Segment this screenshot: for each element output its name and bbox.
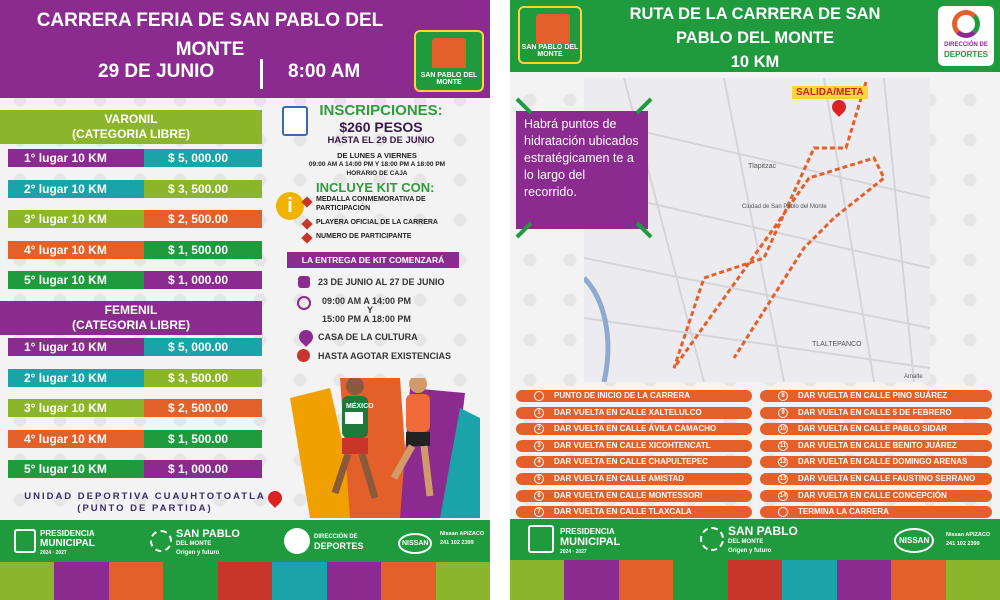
deportes-label: DEPORTES <box>314 541 364 551</box>
route-step-number: 7 <box>534 507 544 517</box>
race-info-poster <box>0 0 490 600</box>
tile <box>619 560 673 600</box>
runners-illustration <box>290 378 480 518</box>
route-step-number: 13 <box>779 476 787 482</box>
tile <box>381 562 435 600</box>
route-step-text: DAR VUELTA EN CALLE CONCEPCIÓN <box>798 490 947 500</box>
varonil-prize-row <box>8 180 262 198</box>
route-poster <box>510 0 1000 600</box>
varonil-prize-row <box>8 241 262 259</box>
route-title-line-2: PABLO DEL MONTE <box>676 29 834 47</box>
route-step <box>760 456 992 468</box>
tile <box>837 560 891 600</box>
entrega-stock: HASTA AGOTAR EXISTENCIAS <box>318 351 452 361</box>
race-bib <box>345 412 363 424</box>
prize-amount: $ 1, 000.00 <box>144 460 262 478</box>
femenil-prize-row <box>8 338 262 356</box>
apizaco-label: Nissan APIZACO <box>440 531 485 537</box>
route-step-number: 3 <box>534 441 544 451</box>
prize-amount: $ 5, 000.00 <box>144 338 262 356</box>
entrega-hours-1: 09:00 AM A 14:00 PM <box>322 296 412 306</box>
route-step-text: TERMINA LA CARRERA <box>798 507 889 517</box>
feria-logo: SAN PABLO DEL MONTE <box>414 30 484 92</box>
varonil-prize-row <box>8 149 262 167</box>
route-step-number: 8 <box>778 391 788 401</box>
presidencia-logo <box>40 529 95 558</box>
municipal-label: MUNICIPAL <box>40 538 95 549</box>
kit-item-number: NUMERO DE PARTICIPANTE <box>316 233 412 240</box>
route-step-text: PUNTO DE INICIO DE LA CARRERA <box>554 391 691 400</box>
prize-place: 4° lugar 10 KM <box>8 430 144 448</box>
prize-place: 5° lugar 10 KM <box>8 271 144 289</box>
entrega-dates: 23 DE JUNIO AL 27 DE JUNIO <box>318 277 445 287</box>
route-step-text: DAR VUELTA EN CALLE BENITO JUÁREZ <box>798 440 957 450</box>
route-step-text: DAR VUELTA EN CALLE PINO SUÁREZ <box>798 391 948 400</box>
route-step <box>516 407 752 419</box>
tile <box>109 562 163 600</box>
prize-place: 2° lugar 10 KM <box>8 369 144 387</box>
kit-item-participation: PARTICIPACIÓN <box>316 205 371 212</box>
femenil-prize-row <box>8 369 262 387</box>
route-step-number <box>778 507 788 517</box>
route-step-text: DAR VUELTA EN CALLE CHAPULTEPEC <box>554 457 708 467</box>
route-step-text: DAR VUELTA EN CALLE XALTELULCO <box>554 407 702 417</box>
municipal-label: MUNICIPAL <box>560 536 621 548</box>
route-step-text: DAR VUELTA EN CALLE AMISTAD <box>554 474 685 483</box>
nissan-logo: NISSAN <box>894 528 934 553</box>
route-step <box>516 440 752 452</box>
route-step <box>516 473 752 485</box>
prize-place: 4° lugar 10 KM <box>8 241 144 259</box>
runner-female-shorts <box>406 432 430 446</box>
tile <box>728 560 782 600</box>
route-distance: 10 KM <box>730 53 780 71</box>
presidencia-logo-icon <box>14 529 36 553</box>
tile <box>218 562 272 600</box>
femenil-prize-row <box>8 430 262 448</box>
varonil-header <box>0 110 262 144</box>
entrega-y: Y <box>367 305 374 315</box>
varonil-subtitle: (CATEGORIA LIBRE) <box>72 127 190 141</box>
femenil-title: FEMENIL <box>104 303 158 317</box>
race-date: 29 DE JUNIO <box>98 61 215 82</box>
deportes-emblem-icon <box>952 10 980 38</box>
origen-label: Origen y futuro <box>728 548 772 554</box>
prize-place: 1° lugar 10 KM <box>8 149 144 167</box>
inscripciones-hours: 09:00 AM A 14:00 PM Y 18:00 PM A 18:00 PM <box>308 161 446 168</box>
map-label-ciudad: Ciudad de San Pablo del Monte <box>742 204 827 210</box>
route-step-text: DAR VUELTA EN CALLE PABLO SIDAR <box>798 424 948 434</box>
route-title-line-1: RUTA DE LA CARRERA DE SAN <box>629 5 881 23</box>
route-step-text: DAR VUELTA EN CALLE ÁVILA CAMACHO <box>554 424 717 434</box>
clock-icon <box>297 296 311 310</box>
inscripciones-block <box>310 102 452 146</box>
deportes-direccion-label: DIRECCIÓN DE <box>944 42 988 48</box>
san-pablo-label: SAN PABLO <box>728 524 798 538</box>
entrega-hours-2: 15:00 PM A 18:00 PM <box>322 314 411 324</box>
origen-label: Origen y futuro <box>176 550 220 556</box>
prize-amount: $ 5, 000.00 <box>144 149 262 167</box>
prize-place: 5° lugar 10 KM <box>8 460 144 478</box>
tile <box>0 562 54 600</box>
route-step <box>760 473 992 485</box>
tile <box>54 562 108 600</box>
tile <box>327 562 381 600</box>
route-step-number: 12 <box>779 459 787 466</box>
stock-icon <box>297 349 310 362</box>
route-step <box>516 506 752 518</box>
inscripciones-horario: HORARIO DE CAJA <box>346 170 408 177</box>
prize-amount: $ 2, 500.00 <box>144 399 262 417</box>
route-step-number <box>534 391 544 401</box>
entrega-banner: LA ENTREGA DE KIT COMENZARÁ <box>287 252 459 268</box>
hydration-note: Habrá puntos de hidratación ubicados estratégicamen te a lo largo del recorrido. <box>516 111 648 229</box>
del-monte-label: DEL MONTE <box>176 541 212 547</box>
presidencia-years: 2024 · 2027 <box>560 549 587 555</box>
tile <box>272 562 326 600</box>
prize-place: 3° lugar 10 KM <box>8 210 144 228</box>
tile <box>946 560 1000 600</box>
apizaco-phone: 241 102 2399 <box>946 541 980 547</box>
route-step-number: 10 <box>779 426 787 433</box>
decorative-tiles <box>510 560 1000 600</box>
route-step <box>760 490 992 502</box>
tile <box>510 560 564 600</box>
varonil-prize-row <box>8 271 262 289</box>
tile <box>436 562 490 600</box>
sponsor-footer <box>510 519 1000 560</box>
presidencia-logo <box>560 527 620 557</box>
femenil-header <box>0 301 262 335</box>
presidencia-logo-icon <box>528 525 554 553</box>
san-pablo-emblem-icon <box>150 530 172 552</box>
prize-amount: $ 1, 500.00 <box>144 241 262 259</box>
nissan-logo: NISSAN <box>398 533 432 554</box>
varonil-prize-row <box>8 210 262 228</box>
apizaco-logo <box>946 531 990 549</box>
femenil-prize-row <box>8 460 262 478</box>
decorative-tiles <box>0 562 490 600</box>
unidad-subtitle: (PUNTO DE PARTIDA) <box>77 503 213 514</box>
route-header <box>510 0 1000 72</box>
prize-amount: $ 3, 500.00 <box>144 369 262 387</box>
route-step <box>760 423 992 435</box>
route-step-number: 1 <box>534 408 544 418</box>
tile <box>782 560 836 600</box>
prize-amount: $ 2, 500.00 <box>144 210 262 228</box>
inscripciones-days: DE LUNES A VIERNES <box>337 151 417 160</box>
kit-item-shirt: PLAYERA OFICIAL DE LA CARRERA <box>316 219 438 226</box>
map-label-tlaltepanco: TLALTEPANCO <box>812 341 862 348</box>
route-step <box>760 506 992 518</box>
route-step-text: DAR VUELTA EN CALLE FAUSTINO SERRANO <box>798 474 976 483</box>
prize-amount: $ 3, 500.00 <box>144 180 262 198</box>
clipboard-icon <box>282 106 308 136</box>
route-step <box>760 390 992 402</box>
header-divider <box>260 59 263 89</box>
unidad-name: UNIDAD DEPORTIVA CUAUHTOTOATLA <box>24 491 266 502</box>
presidencia-years: 2024 · 2027 <box>40 550 67 556</box>
route-step-text: DAR VUELTA EN CALLE 5 DE FEBRERO <box>798 407 952 417</box>
san-pablo-logo <box>728 525 798 556</box>
presidencia-label: PRESIDENCIA <box>40 529 95 538</box>
deportes-logo <box>314 533 364 551</box>
route-step-number: 6 <box>534 491 544 501</box>
unidad-deportiva <box>10 491 280 515</box>
route-step <box>516 456 752 468</box>
route-step-number: 11 <box>779 442 787 449</box>
tile <box>564 560 618 600</box>
route-step-number: 14 <box>779 492 787 499</box>
entrega-place: CASA DE LA CULTURA <box>318 332 418 342</box>
route-step <box>760 440 992 452</box>
route-step <box>516 423 752 435</box>
inscripciones-title: INSCRIPCIONES: <box>319 102 443 119</box>
deportes-logo-icon <box>284 528 310 554</box>
deportes-logo <box>938 6 994 66</box>
route-step-number: 9 <box>778 408 788 418</box>
prize-amount: $ 1, 500.00 <box>144 430 262 448</box>
prize-amount: $ 1, 000.00 <box>144 271 262 289</box>
salida-meta-label: SALIDA/META <box>792 86 868 99</box>
route-step-text: DAR VUELTA EN CALLE MONTESSORI <box>554 490 703 500</box>
route-step <box>760 407 992 419</box>
varonil-title: VARONIL <box>104 112 158 126</box>
race-time: 8:00 AM <box>288 61 361 82</box>
route-step <box>516 390 752 402</box>
tile <box>891 560 945 600</box>
route-step-number: 5 <box>534 474 544 484</box>
kit-item-medal: MEDALLA CONMEMORATIVA DE <box>316 196 426 203</box>
direccion-label: DIRECCIÓN DE <box>314 534 358 540</box>
race-title: CARRERA FERIA DE SAN PABLO DEL MONTE <box>36 10 384 60</box>
tile <box>673 560 727 600</box>
info-icon: i <box>276 192 304 220</box>
route-step-text: DAR VUELTA EN CALLE XICOHTENCATL <box>554 440 711 450</box>
route-step-text: DAR VUELTA EN CALLE DOMINGO ARENAS <box>798 457 968 467</box>
kit-title: INCLUYE KIT CON: <box>316 180 435 195</box>
apizaco-logo <box>440 530 484 548</box>
calendar-icon <box>298 276 310 288</box>
apizaco-label: Nissan APIZACO <box>946 532 991 538</box>
san-pablo-emblem-icon <box>700 527 724 551</box>
prize-place: 1° lugar 10 KM <box>8 338 144 356</box>
route-step-number: 4 <box>534 457 544 467</box>
runner-female-shirt <box>406 394 430 432</box>
map-label-amalte: Amalte <box>904 374 923 380</box>
tile <box>163 562 217 600</box>
inscripciones-until: HASTA EL 29 DE JUNIO <box>327 135 435 146</box>
femenil-subtitle: (CATEGORIA LIBRE) <box>72 318 190 332</box>
presidencia-label: PRESIDENCIA <box>560 527 615 536</box>
prize-place: 2° lugar 10 KM <box>8 180 144 198</box>
prize-place: 3° lugar 10 KM <box>8 399 144 417</box>
runner-male-shorts <box>342 438 368 454</box>
del-monte-label: DEL MONTE <box>728 539 764 545</box>
deportes-label: DEPORTES <box>943 50 988 59</box>
san-pablo-label: SAN PABLO <box>176 528 240 540</box>
map-label-tlapitzac: Tlapitzac <box>748 163 777 170</box>
apizaco-phone: 241 102 2399 <box>440 540 474 546</box>
feria-logo: SAN PABLO DEL MONTE <box>518 6 582 64</box>
san-pablo-logo <box>176 528 240 558</box>
sponsor-footer <box>0 520 490 562</box>
bib-text: MÉXICO <box>346 403 374 410</box>
route-step-text: DAR VUELTA EN CALLE TLAXCALA <box>554 507 692 517</box>
inscripciones-price: $260 PESOS <box>339 119 423 135</box>
femenil-prize-row <box>8 399 262 417</box>
route-step-number: 2 <box>534 424 544 434</box>
route-step <box>516 490 752 502</box>
route-title <box>590 2 920 74</box>
